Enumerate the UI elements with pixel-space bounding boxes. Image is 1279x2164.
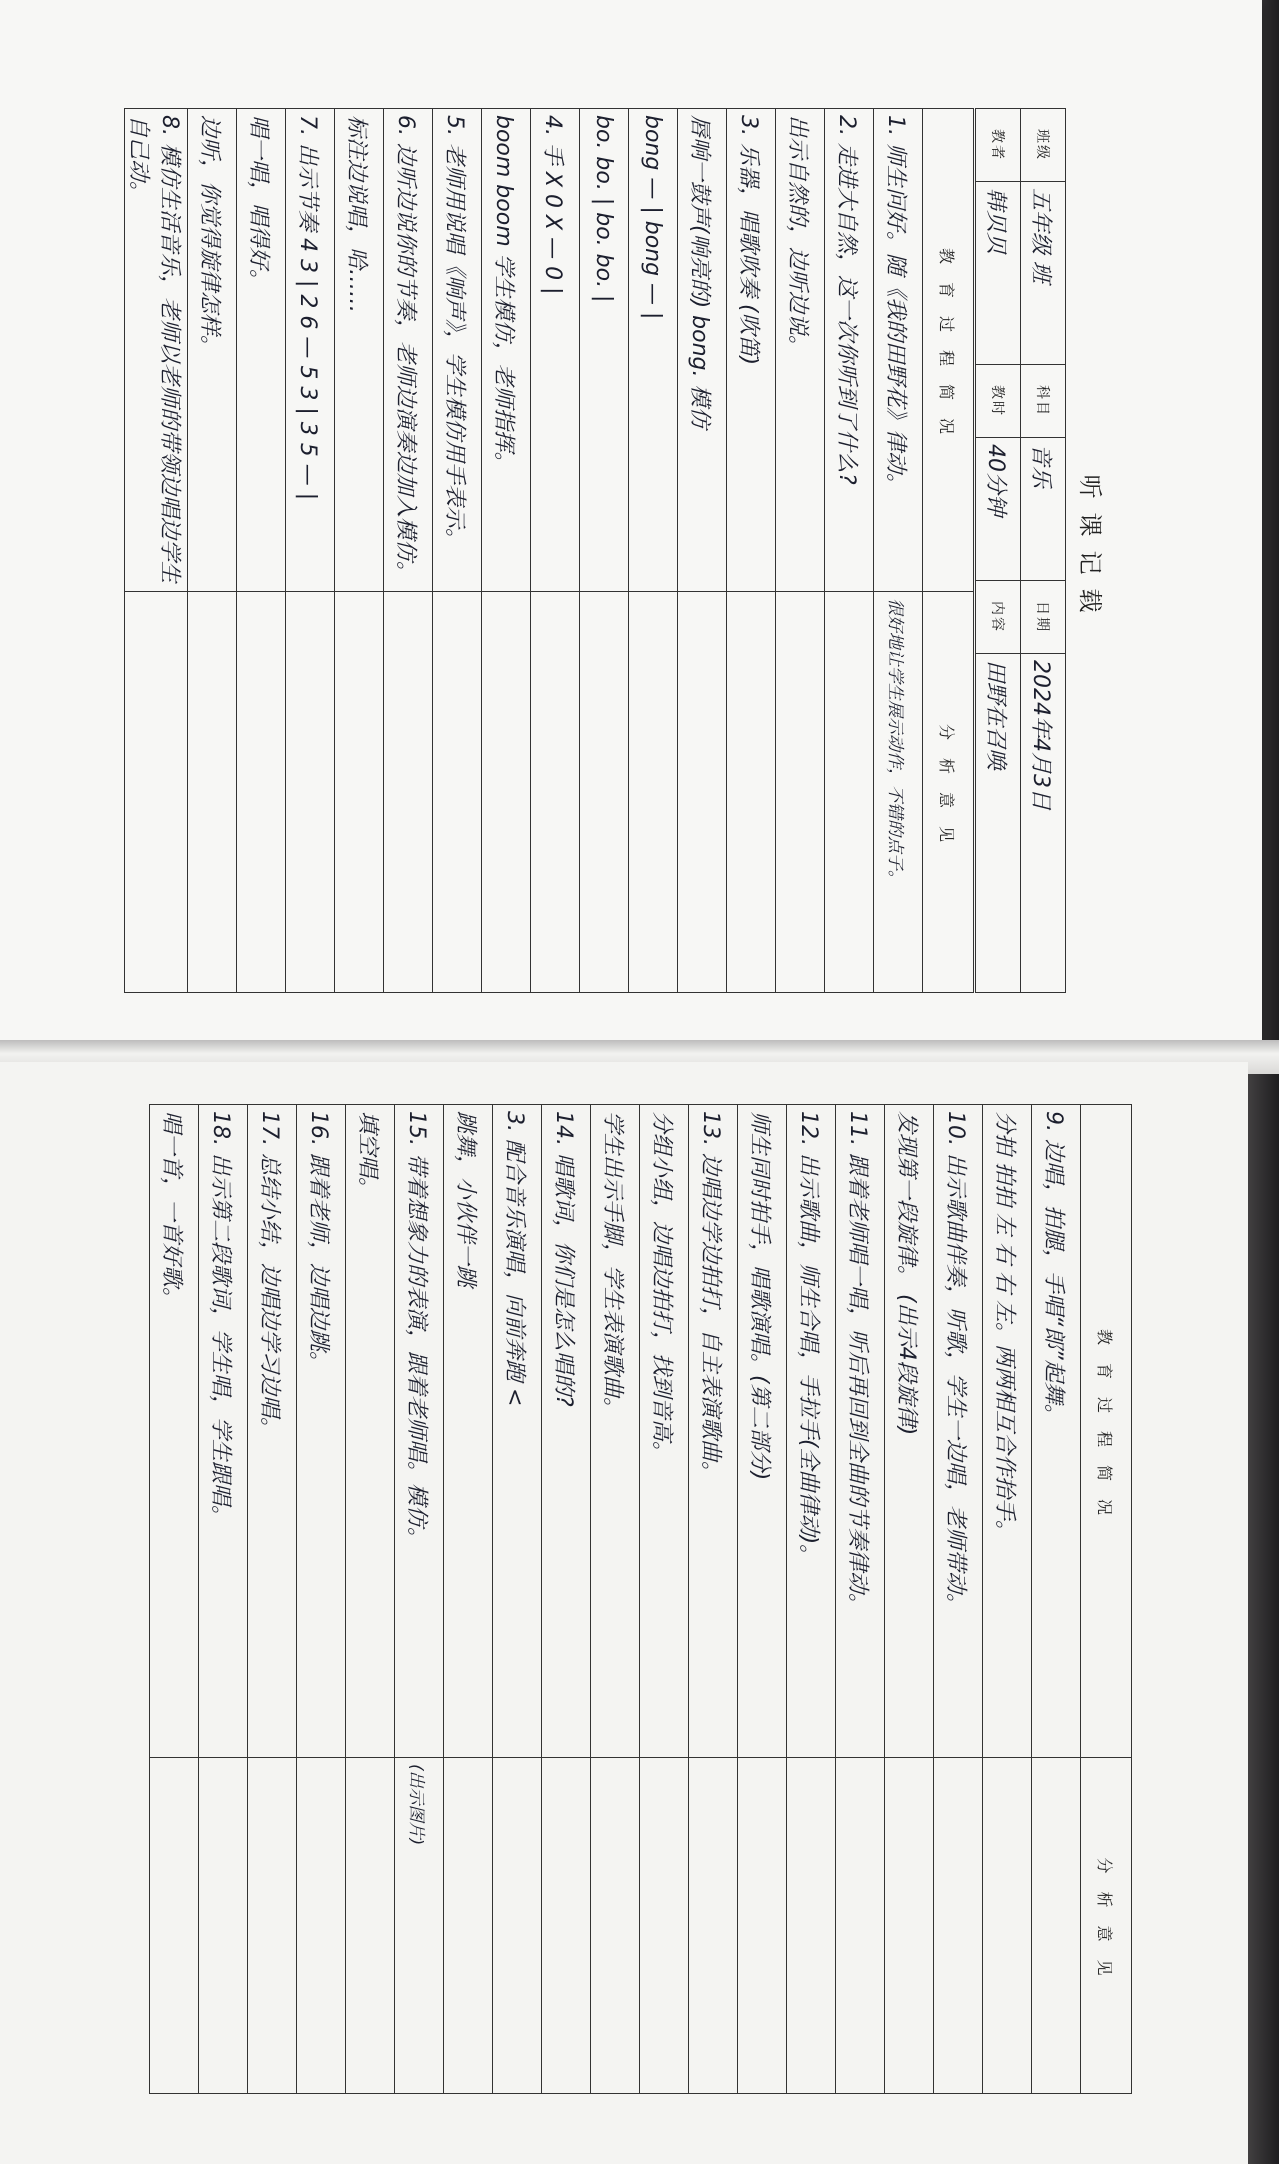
- process-column-header: 教育过程简况: [1081, 1105, 1132, 1758]
- process-row: 2. 走进大自然，这一次你听到了什么?: [825, 109, 874, 592]
- analysis-row: (出示图片): [395, 1758, 444, 2094]
- process-row: 边听，你觉得旋律怎样。: [188, 109, 237, 592]
- process-row: 1. 师生问好。随《我的田野花》律动。: [874, 109, 923, 592]
- analysis-row: [433, 592, 482, 993]
- analysis-column-header: 分析意见: [923, 592, 974, 993]
- analysis-row: [384, 592, 433, 993]
- process-row: bong — | bong — |: [629, 109, 678, 592]
- analysis-row: [787, 1758, 836, 2094]
- process-table: [124, 108, 974, 993]
- process-row: 5. 老师用说唱《响声》，学生模仿用手表示。: [433, 109, 482, 592]
- process-row: 13. 边唱边学边拍打，自主表演歌曲。: [689, 1105, 738, 1758]
- analysis-row: [678, 592, 727, 993]
- process-row: 3. 配合音乐演唱，向前奔跑 <: [493, 1105, 542, 1758]
- analysis-row: [493, 1758, 542, 2094]
- content-label: 内容: [976, 581, 1021, 654]
- header-table: [975, 108, 1066, 993]
- analysis-row: [738, 1758, 787, 2094]
- analysis-row: [346, 1758, 395, 2094]
- duration-value: 40分钟: [976, 438, 1021, 581]
- process-row: 出示自然的，边听边说。: [776, 109, 825, 592]
- teacher-value: 韩贝贝: [976, 182, 1021, 365]
- process-row: 18. 出示第二段歌词，学生唱，学生跟唱。: [199, 1105, 248, 1758]
- process-row: 15. 带着想象力的表演，跟着老师唱。模仿。: [395, 1105, 444, 1758]
- process-row: 学生出示手脚，学生表演歌曲。: [591, 1105, 640, 1758]
- process-row: 唱一首，一首好歌。: [150, 1105, 199, 1758]
- analysis-row: [150, 1758, 199, 2094]
- date-label: 日期: [1021, 581, 1066, 654]
- subject-value: 音乐: [1021, 438, 1066, 581]
- notebook-page-1: [0, 0, 1262, 1050]
- process-row: 14. 唱歌词，你们是怎么唱的?: [542, 1105, 591, 1758]
- analysis-row: [727, 592, 776, 993]
- subject-label: 科目: [1021, 365, 1066, 438]
- process-row: 跳舞，小伙伴一跳: [444, 1105, 493, 1758]
- notebook-page-2: [0, 1062, 1248, 2164]
- analysis-row: [335, 592, 384, 993]
- process-column-header: 教育过程简况: [923, 109, 974, 592]
- analysis-row: [237, 592, 286, 993]
- analysis-column-header: 分析意见: [1081, 1758, 1132, 2094]
- analysis-row: [542, 1758, 591, 2094]
- page-title: 听课记载: [1076, 474, 1104, 627]
- analysis-row: [885, 1758, 934, 2094]
- process-table-2: [149, 1104, 1132, 2094]
- analysis-row: [640, 1758, 689, 2094]
- date-value: 2024年4月3日: [1021, 654, 1066, 993]
- process-row: 4. 手 X 0 X — 0 |: [531, 109, 580, 592]
- page-1-content: [120, 108, 1110, 993]
- analysis-row: [297, 1758, 346, 2094]
- process-row: 分拍 拍拍 左 右 右 左。两两相互合作抬手。: [983, 1105, 1032, 1758]
- process-row: 分组小组，边唱边拍打，找到音高。: [640, 1105, 689, 1758]
- process-row: 7. 出示节奏 4 3 | 2 6 — 5 3 | 3 5 — |: [286, 109, 335, 592]
- analysis-row: [199, 1758, 248, 2094]
- process-row: boom boom 学生模仿，老师指挥。: [482, 109, 531, 592]
- process-row: 3. 乐器，唱歌吹奏 (吹笛): [727, 109, 776, 592]
- analysis-row: [1032, 1758, 1081, 2094]
- process-row: 16. 跟着老师，边唱边跳。: [297, 1105, 346, 1758]
- class-label: 班级: [1021, 109, 1066, 182]
- duration-label: 教时: [976, 365, 1021, 438]
- process-row: 填空唱。: [346, 1105, 395, 1758]
- process-row: 9. 边唱，拍腿，手唱“郎”起舞。: [1032, 1105, 1081, 1758]
- analysis-row: [934, 1758, 983, 2094]
- process-row: 17. 总结小结，边唱边学习边唱。: [248, 1105, 297, 1758]
- process-row: 12. 出示歌曲，师生合唱，手拉手(全曲律动)。: [787, 1105, 836, 1758]
- page-2-content: [87, 1104, 1132, 2094]
- analysis-row: [825, 592, 874, 993]
- class-value: 五年级 班: [1021, 182, 1066, 365]
- analysis-row: [689, 1758, 738, 2094]
- analysis-row: [629, 592, 678, 993]
- process-row: 唇响一鼓声(响亮的) bong. 模仿: [678, 109, 727, 592]
- analysis-row: [482, 592, 531, 993]
- analysis-row: [248, 1758, 297, 2094]
- process-row: 10. 出示歌曲伴奏，听歌，学生一边唱，老师带动。: [934, 1105, 983, 1758]
- teacher-label: 教者: [976, 109, 1021, 182]
- process-row: 师生同时拍手，唱歌演唱。(第二部分): [738, 1105, 787, 1758]
- analysis-row: [444, 1758, 493, 2094]
- analysis-row: [531, 592, 580, 993]
- process-row: 11. 跟着老师唱一唱，听后再回到全曲的节奏律动。: [836, 1105, 885, 1758]
- analysis-row: [836, 1758, 885, 2094]
- analysis-row: [983, 1758, 1032, 2094]
- analysis-row: [125, 592, 188, 993]
- analysis-row: [591, 1758, 640, 2094]
- process-row: 标注边说唱，哈……: [335, 109, 384, 592]
- process-row: 8. 模仿生活音乐，老师以老师的带领边唱边学生自己动。: [125, 109, 188, 592]
- process-row: bo. bo. | bo. bo. |: [580, 109, 629, 592]
- analysis-row: [286, 592, 335, 993]
- process-row: 发现第一段旋律。 (出示4段旋律): [885, 1105, 934, 1758]
- analysis-row: 很好地让学生展示动作，不错的点子。: [874, 592, 923, 993]
- content-value: 田野在召唤: [976, 654, 1021, 993]
- process-row: 6. 边听边说你的节奏，老师边演奏边加入模仿。: [384, 109, 433, 592]
- analysis-row: [188, 592, 237, 993]
- analysis-row: [580, 592, 629, 993]
- process-row: 唱一唱，唱得好。: [237, 109, 286, 592]
- analysis-row: [776, 592, 825, 993]
